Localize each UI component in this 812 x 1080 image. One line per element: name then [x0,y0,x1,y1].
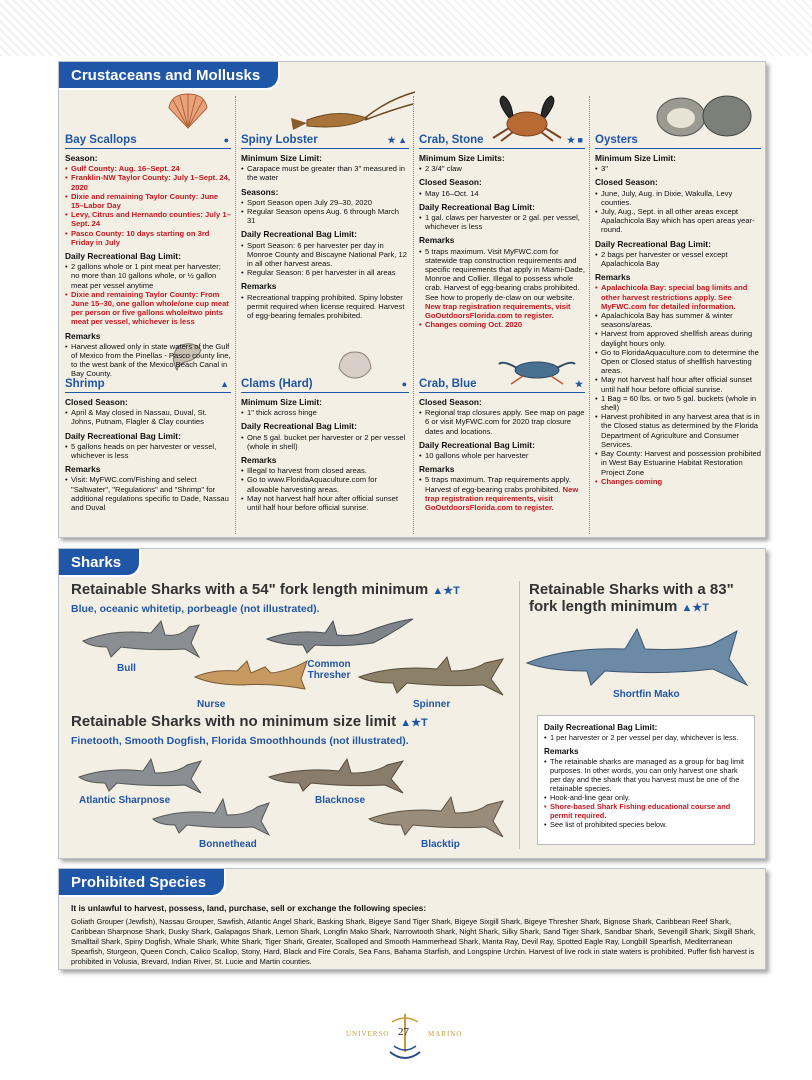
list-item: • Sport Season: 6 per harvester per day in Monroe County and Biscayne National Park, 12 in all other harvest areas. [241,241,409,269]
atlantic-sharpnose-image [77,755,205,795]
closed-season-heading: Closed Season: [419,397,482,407]
star-square-marker-icon: ★ ■ [566,135,583,145]
nurse-shark-image [193,653,309,693]
list-item: • Hook-and-line gear only. [544,793,748,802]
remarks-heading: Remarks [419,235,455,246]
bag-limit-heading: Daily Recreational Bag Limit: [241,421,357,432]
sharks-title: Sharks [59,549,141,577]
crustaceans-panel [58,61,766,538]
list-item: • 3" [595,164,761,173]
closed-season-heading: Closed Season: [419,177,482,188]
circle-marker-icon: ● [401,379,407,389]
shrimp-header: Shrimp ▲ [65,376,231,393]
spiny-lobster-section [241,132,409,320]
list-item: • Regional trap closures apply. See map on page 6 or visit MyFWC.com for 2020 trap closure dates and locations. [419,408,585,436]
list-item: • May 16–Oct. 14 [419,189,585,198]
shortfin-mako-image [525,627,755,689]
marker-icons: ▲★T [432,585,460,597]
remarks-heading: Remarks [65,464,101,475]
shark-54-heading: Retainable Sharks with a 54" fork length minimum ▲★T [71,581,460,598]
list-item: • 1 Bag = 60 lbs. or two 5 gal. buckets (whole in shell) [595,394,761,412]
list-item: • Pasco County: 10 days starting on 3rd Friday in July [65,229,231,247]
bay-scallops-section [65,132,231,379]
shark-bag-limit-box [537,715,755,845]
size-heading: Minimum Size Limit: [595,153,676,163]
list-item: • Levy, Citrus and Hernando counties: July 1–Sept. 24 [65,210,231,228]
blacknose-shark-image [267,755,407,795]
shark-nomin-subtitle: Finetooth, Smooth Dogfish, Florida Smoothhounds (not illustrated). [71,735,409,747]
blue-crab-header: Crab, Blue ★ [419,376,585,393]
list-item: • Apalachicola Bay: special bag limits and other harvest restrictions apply. See MyFWC.com for detailed information. [595,283,761,311]
remarks-red-text: New trap registration requirements, visit GoOutdoorsFlorida.com to register. [425,301,571,321]
shark-54-subtitle: Blue, oceanic whitetip, porbeagle (not illustrated). [71,603,320,615]
scallop-shell-image [167,92,209,130]
remarks-heading: Remarks [544,747,579,756]
list-item: • Changes coming Oct. 2020 [419,320,585,329]
list-item: • Franklin-NW Taylor County: July 1–Sept. 24, 2020 [65,173,231,191]
marker-icons: ▲★T [681,602,709,614]
list-item: • May not harvest half hour after official sunset until half hour before official sunrise. [241,494,409,512]
remarks-heading: Remarks [419,464,455,475]
list-item: • Illegal to harvest from closed areas. [241,466,409,475]
bag-limit-heading: Daily Recreational Bag Limit: [595,238,711,249]
shark-name-label: Blacktip [421,839,460,850]
remarks-text: 5 traps maximum. Visit MyFWC.com for statewide trap construction requirements and specific requirements that apply in Miami-Dade, Monroe and Collier. Illegal to possess whole crab. Harvest of egg-bearing crabs prohibited. See how to properly de-claw on our website. [425,246,585,302]
size-heading: Minimum Size Limit: [241,153,322,163]
list-item: • July, Aug., Sept. in all other areas except Apalachicola Bay which has open areas year-round. [595,207,761,235]
sharks-panel [58,548,766,859]
list-item: • Regular Season: 6 per harvester in all areas [241,268,409,277]
shrimp-section [65,376,231,512]
list-item: • 10 gallons whole per harvester [419,451,585,460]
bag-limit-heading: Daily Recreational Bag Limit: [419,439,535,450]
bay-scallops-header: Bay Scallops ● [65,132,231,149]
page-number: 27 [398,1026,409,1038]
stone-crab-section [419,132,585,329]
prohibited-text: Goliath Grouper (Jewfish), Nassau Grouper, Sawfish, Atlantic Angel Shark, Basking Shark, Bigeye Sand Tiger Shark, Bigeye Sixgill Shark, Bigeye Thresher Shark, Bignose Shark, Caribbean Reef Shark, Caribbean Sharpnose Shark, Dusky Shark, Galapagos Shark, Lemon Shark, Longfin Mako Shark, Narrowtooth Shark, Night Shark, Silky Shark, Sand Tiger Shark, Sandbar Shark, Sevengill Shark, Sixgill Shark, Smalltail Shark, Spiny Dogfish, Whale Shark, White Shark, Tiger Shark, Greater, Scalloped and Smooth Hammerhead Shark, Manta Ray, Devil Ray, Spotted Eagle Ray, Longbill Spearfish, Mediterranean Spearfish, Sturgeon, Queen Conch, Calico Scallop, Stony, Hard, Black and Fire Corals, Sea Fans, Bahama Starfish, and Longspine Urchin. Harvest of live rock in state waters is prohibited. Puffer fish harvest is prohibited in Volusia, Brevard, Indian River, St. Lucie and Martin counties. [71,917,756,966]
size-heading: Minimum Size Limit: [241,397,322,407]
list-item: • Go to www.FloridaAquaculture.com for allowable harvesting areas. [241,475,409,493]
shark-name-label: Nurse [197,699,226,710]
list-item: • Recreational trapping prohibited. Spiny lobster permit required when license required. Harvest of egg-bearing females prohibited. [241,293,409,321]
clams-header: Clams (Hard) ● [241,376,409,393]
shark-83-heading: Retainable Sharks with a 83" fork length minimum ▲★T [529,581,734,615]
list-item: • Dixie and remaining Taylor County: From June 15–30, one gallon whole/one cup meat per person or five gallons whole/two pints meat per vessel, whichever is less [65,290,231,327]
list-item: • Go to FloridaAquaculture.com to determine the Open or Closed status of shellfish harvesting areas. [595,348,761,376]
list-item: • Shore-based Shark Fishing educational course and permit required. [544,802,748,820]
list-item: • 1 per harvester or 2 per vessel per day, whichever is less. [544,733,748,742]
list-item: • One 5 gal. bucket per harvester or 2 per vessel (whole in shell) [241,433,409,451]
spiny-lobster-header: Spiny Lobster ★ ▲ [241,132,409,149]
list-item: • 2 gallons whole or 1 pint meat per harvester; no more than 10 gallons whole, or ½ gallon meat per vessel anytime [65,262,231,290]
list-item: • Changes coming [595,477,761,486]
shark-name-label: Spinner [413,699,451,710]
star-triangle-marker-icon: ★ ▲ [387,135,407,145]
oysters-header: Oysters [595,132,761,149]
list-item: • Harvest from approved shellfish areas during daylight hours only. [595,329,761,347]
spinner-shark-image [357,653,507,697]
shark-name-label: Shortfin Mako [613,689,680,700]
blacktip-shark-image [367,795,507,839]
shark-name-label: Blacknose [315,795,366,806]
size-heading: Minimum Size Limits: [419,153,505,163]
remarks-heading: Remarks [595,272,631,283]
list-item: • Dixie and remaining Taylor County: June 15–Labor Day [65,192,231,210]
list-item: • Harvest prohibited in any harvest area that is in the Closed status as determined by the Florida Department of Agriculture and Consumer Services. [595,412,761,449]
list-item: • Carapace must be greater than 3" measured in the water [241,164,409,182]
column-divider [235,96,236,534]
thresher-shark-image [265,617,415,657]
remarks-text: 5 traps maximum. Trap requirements apply. Harvest of egg-bearing crabs prohibited. [425,475,571,494]
list-item: • May not harvest half hour after official sunset until half hour before official sunrise. [595,375,761,393]
closed-season-heading: Closed Season: [595,177,658,188]
seasons-heading: Seasons: [241,186,279,197]
list-item: • 2 3/4" claw [419,164,585,173]
prohibited-lead: It is unlawful to harvest, possess, land, purchase, sell or exchange the following species: [71,903,427,913]
footer-left-text: UNIVERSO [346,1030,390,1038]
shark-name-label: Bonnethead [199,839,257,850]
list-item: • April & May closed in Nassau, Duval, St. Johns, Putnam, Flagler & Clay counties [65,408,231,426]
list-item: • Sport Season open July 29–30, 2020 [241,198,409,207]
list-item: • Regular Season opens Aug. 6 through March 31 [241,207,409,225]
shark-nomin-heading: Retainable Sharks with no minimum size limit ▲★T [71,713,428,730]
decorative-top-band [0,0,812,56]
list-item: • The retainable sharks are managed as a group for bag limit purposes. In other words, you can only harvest one shark per day and the shark that you harvest must be one of the retainable species. [544,757,748,793]
footer-right-text: MARINO [428,1030,463,1038]
star-marker-icon: ★ [574,379,583,389]
page-footer [340,1008,470,1068]
shark-name-label: Bull [117,663,136,674]
list-item: • 2 bags per harvester or vessel except Apalachicola Bay [595,250,761,268]
list-item: • 1 gal. claws per harvester or 2 gal. per vessel, whichever is less [419,213,585,231]
closed-season-heading: Closed Season: [65,397,128,407]
list-item: • June, July, Aug. in Dixie, Wakulla, Levy counties. [595,189,761,207]
list-item: • Bay County: Harvest and possession prohibited in West Bay Estuarine Habitat Restoration Project Zone [595,449,761,477]
list-item: • 5 gallons heads on per harvester or vessel, whichever is less [65,442,231,460]
list-item: • Harvest allowed only in state waters of the Gulf of Mexico from the Pinellas - Pasco county line, to the west bank of the Mexico Beach Canal in Bay County. [65,342,231,379]
list-item: • 1" thick across hinge [241,408,409,417]
shark-name-label: Atlantic Sharpnose [79,795,171,806]
list-item: • Apalachicola Bay has summer & winter seasons/areas. [595,311,761,329]
stone-crab-header: Crab, Stone ★ ■ [419,132,585,149]
list-item: • Gulf County: Aug. 16–Sept. 24 [65,164,231,173]
column-divider [519,581,520,849]
remarks-heading: Remarks [241,455,277,466]
column-divider [413,96,414,534]
marker-icons: ▲★T [400,717,428,729]
remarks-heading: Remarks [65,330,101,341]
bag-limit-heading: Daily Recreational Bag Limit: [65,251,181,262]
list-item [419,475,585,512]
clams-section [241,376,409,512]
bag-limit-heading: Daily Recreational Bag Limit: [65,430,181,441]
bag-limit-heading: Daily Recreational Bag Limit: [544,723,658,732]
column-divider [589,96,590,534]
bag-limit-heading: Daily Recreational Bag Limit: [419,201,535,212]
list-item: • Visit: MyFWC.com/Fishing and select "Saltwater", "Regulations" and "Shrimp" for additional regulations specific to Dade, Nassau and Duval [65,475,231,512]
prohibited-panel [58,868,766,970]
remarks-red-text: New trap registration requirements, visit GoOutdoorsFlorida.com to register. [425,484,579,513]
list-item: • See list of prohibited species below. [544,820,748,829]
triangle-marker-icon: ▲ [220,379,229,389]
remarks-heading: Remarks [241,281,277,292]
oysters-section [595,132,761,486]
bull-shark-image [81,617,201,661]
shark-name-label: Common Thresher [307,659,351,681]
blue-crab-section [419,376,585,512]
prohibited-title: Prohibited Species [59,869,226,897]
logo-icon [386,1012,424,1064]
bag-limit-heading: Daily Recreational Bag Limit: [241,229,357,240]
list-item [419,247,585,321]
circle-marker-icon: ● [223,135,229,145]
crustaceans-title: Crustaceans and Mollusks [59,62,280,90]
season-heading: Season: [65,153,98,163]
